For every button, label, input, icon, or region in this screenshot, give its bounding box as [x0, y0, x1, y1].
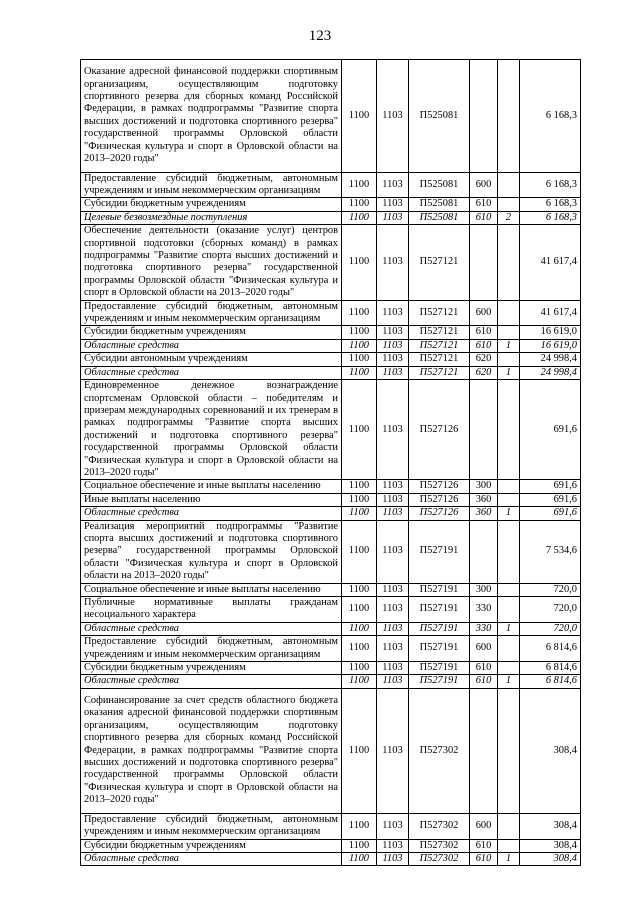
section-code: 1100 [342, 675, 377, 688]
row-name: Областные средства [81, 366, 342, 379]
section-code: 1100 [342, 198, 377, 211]
expense-type-code: 620 [470, 366, 498, 379]
target-article-code: П527302 [409, 688, 470, 813]
amount: 6 168,3 [520, 172, 581, 198]
table-row [81, 520, 581, 583]
page-number: 123 [308, 28, 332, 44]
table-row [81, 353, 581, 366]
table-row [81, 380, 581, 480]
row-name: Областные средства [81, 507, 342, 520]
row-name: Софинансирование за счет средств областного бюджета оказания адресной финансовой поддержки спортивным организациям, осуществляющим подготовку спортивного резерва для сборных команд Российской Федерации, в рамках подпрограммы "Развитие спорта высших достижений и подготовка спортивного резерва" государственной программы Орловской области "Физическая культура и спорт в Орловской области на 2013–2020 годы" [81, 688, 342, 813]
expense-type-code: 610 [470, 339, 498, 352]
row-name: Иные выплаты населению [81, 493, 342, 506]
table-row [81, 675, 581, 688]
table-row [81, 622, 581, 635]
subsection-code: 1103 [377, 662, 409, 675]
target-article-code: П525081 [409, 172, 470, 198]
expense-type-code: 600 [470, 172, 498, 198]
expense-type-code: 610 [470, 853, 498, 866]
subsection-code: 1103 [377, 507, 409, 520]
amount: 6 168,3 [520, 198, 581, 211]
expense-type-code [470, 688, 498, 813]
section-code: 1100 [342, 839, 377, 852]
subsection-code: 1103 [377, 480, 409, 493]
funding-source-code: 2 [498, 211, 520, 224]
target-article-code: П527191 [409, 675, 470, 688]
table-row [81, 688, 581, 813]
expense-type-code: 600 [470, 636, 498, 662]
amount: 308,4 [520, 813, 581, 839]
target-article-code: П527121 [409, 225, 470, 300]
section-code: 1100 [342, 520, 377, 583]
row-name: Единовременное денежное вознаграждение спортсменам Орловской области – победителям и призерам международных соревнований и их тренерам в рамках подпрограммы "Развитие спорта высших достижений и подготовка спортивного резерва" государственной программы Орловской области "Физическая культура и спорт в Орловской области на 2013–2020 годы" [81, 380, 342, 480]
funding-source-code: 1 [498, 507, 520, 520]
table-row [81, 225, 581, 300]
target-article-code: П527191 [409, 597, 470, 623]
target-article-code: П527121 [409, 366, 470, 379]
section-code: 1100 [342, 622, 377, 635]
funding-source-code [498, 688, 520, 813]
amount: 308,4 [520, 853, 581, 866]
section-code: 1100 [342, 688, 377, 813]
subsection-code: 1103 [377, 583, 409, 596]
target-article-code: П527126 [409, 480, 470, 493]
expense-type-code: 610 [470, 662, 498, 675]
row-name: Областные средства [81, 339, 342, 352]
expense-type-code: 610 [470, 839, 498, 852]
section-code: 1100 [342, 583, 377, 596]
expense-type-code: 600 [470, 300, 498, 326]
section-code: 1100 [342, 507, 377, 520]
subsection-code: 1103 [377, 225, 409, 300]
expense-type-code [470, 225, 498, 300]
subsection-code: 1103 [377, 60, 409, 173]
target-article-code: П527121 [409, 339, 470, 352]
row-name: Публичные нормативные выплаты гражданам несоциального характера [81, 597, 342, 623]
expense-type-code [470, 380, 498, 480]
funding-source-code [498, 493, 520, 506]
target-article-code: П527121 [409, 353, 470, 366]
section-code: 1100 [342, 353, 377, 366]
subsection-code: 1103 [377, 326, 409, 339]
table-row [81, 198, 581, 211]
subsection-code: 1103 [377, 622, 409, 635]
row-name: Реализация мероприятий подпрограммы "Развитие спорта высших достижений и подготовка спортивного резерва" государственной программы Орловской области "Физическая культура и спорт в Орловской области на 2013–2020 годы" [81, 520, 342, 583]
funding-source-code [498, 583, 520, 596]
subsection-code: 1103 [377, 853, 409, 866]
subsection-code: 1103 [377, 198, 409, 211]
subsection-code: 1103 [377, 211, 409, 224]
target-article-code: П525081 [409, 211, 470, 224]
target-article-code: П527121 [409, 326, 470, 339]
amount: 308,4 [520, 839, 581, 852]
subsection-code: 1103 [377, 366, 409, 379]
budget-table [80, 59, 581, 866]
budget-table-body [81, 60, 581, 866]
expense-type-code: 600 [470, 813, 498, 839]
row-name: Субсидии бюджетным учреждениям [81, 198, 342, 211]
row-name: Субсидии бюджетным учреждениям [81, 326, 342, 339]
row-name: Обеспечение деятельности (оказание услуг) центров спортивной подготовки (сборных команд) в рамках подпрограммы "Развитие спорта высших достижений и подготовка спортивного резерва" государственной программы Орловской области "Физическая культура и спорт в Орловской области на 2013–2020 годы" [81, 225, 342, 300]
row-name: Целевые безвозмездные поступления [81, 211, 342, 224]
amount: 41 617,4 [520, 300, 581, 326]
table-row [81, 662, 581, 675]
amount: 6 168,3 [520, 211, 581, 224]
section-code: 1100 [342, 172, 377, 198]
subsection-code: 1103 [377, 688, 409, 813]
target-article-code: П527191 [409, 636, 470, 662]
row-name: Оказание адресной финансовой поддержки спортивным организациям, осуществляющим подготовку спортивного резерва для сборных команд Российской Федерации, в рамках подпрограммы "Развитие спорта высших достижений и подготовка спортивного резерва" государственной программы Орловской области "Физическая культура и спорт в Орловской области на 2013–2020 годы" [81, 60, 342, 173]
section-code: 1100 [342, 300, 377, 326]
funding-source-code: 1 [498, 675, 520, 688]
row-name: Областные средства [81, 675, 342, 688]
subsection-code: 1103 [377, 172, 409, 198]
row-name: Областные средства [81, 622, 342, 635]
subsection-code: 1103 [377, 380, 409, 480]
funding-source-code [498, 839, 520, 852]
subsection-code: 1103 [377, 636, 409, 662]
funding-source-code: 1 [498, 339, 520, 352]
target-article-code: П527302 [409, 853, 470, 866]
subsection-code: 1103 [377, 839, 409, 852]
section-code: 1100 [342, 60, 377, 173]
section-code: 1100 [342, 380, 377, 480]
funding-source-code [498, 353, 520, 366]
target-article-code: П525081 [409, 198, 470, 211]
funding-source-code [498, 636, 520, 662]
funding-source-code: 1 [498, 366, 520, 379]
target-article-code: П527126 [409, 380, 470, 480]
expense-type-code: 610 [470, 326, 498, 339]
funding-source-code [498, 300, 520, 326]
funding-source-code [498, 597, 520, 623]
section-code: 1100 [342, 597, 377, 623]
target-article-code: П527302 [409, 839, 470, 852]
subsection-code: 1103 [377, 339, 409, 352]
amount: 16 619,0 [520, 339, 581, 352]
section-code: 1100 [342, 853, 377, 866]
row-name: Предоставление субсидий бюджетным, автономным учреждениям и иным некоммерческим организациям [81, 172, 342, 198]
row-name: Субсидии бюджетным учреждениям [81, 839, 342, 852]
amount: 720,0 [520, 622, 581, 635]
expense-type-code: 610 [470, 198, 498, 211]
expense-type-code: 360 [470, 507, 498, 520]
target-article-code: П527126 [409, 493, 470, 506]
target-article-code: П527302 [409, 813, 470, 839]
subsection-code: 1103 [377, 520, 409, 583]
table-row [81, 507, 581, 520]
amount: 6 814,6 [520, 675, 581, 688]
funding-source-code [498, 380, 520, 480]
section-code: 1100 [342, 636, 377, 662]
amount: 308,4 [520, 688, 581, 813]
target-article-code: П527126 [409, 507, 470, 520]
table-row [81, 339, 581, 352]
table-row [81, 493, 581, 506]
funding-source-code [498, 662, 520, 675]
amount: 7 534,6 [520, 520, 581, 583]
expense-type-code: 330 [470, 622, 498, 635]
expense-type-code: 330 [470, 597, 498, 623]
amount: 691,6 [520, 507, 581, 520]
funding-source-code [498, 172, 520, 198]
funding-source-code [498, 326, 520, 339]
expense-type-code [470, 60, 498, 173]
subsection-code: 1103 [377, 353, 409, 366]
table-row [81, 839, 581, 852]
table-row [81, 636, 581, 662]
target-article-code: П527191 [409, 583, 470, 596]
section-code: 1100 [342, 813, 377, 839]
subsection-code: 1103 [377, 675, 409, 688]
table-row [81, 60, 581, 173]
section-code: 1100 [342, 480, 377, 493]
expense-type-code: 620 [470, 353, 498, 366]
section-code: 1100 [342, 493, 377, 506]
target-article-code: П527121 [409, 300, 470, 326]
expense-type-code: 300 [470, 583, 498, 596]
subsection-code: 1103 [377, 300, 409, 326]
funding-source-code [498, 813, 520, 839]
expense-type-code: 360 [470, 493, 498, 506]
table-row [81, 597, 581, 623]
table-row [81, 853, 581, 866]
row-name: Областные средства [81, 853, 342, 866]
row-name: Предоставление субсидий бюджетным, автономным учреждениям и иным некоммерческим организациям [81, 813, 342, 839]
row-name: Субсидии бюджетным учреждениям [81, 662, 342, 675]
section-code: 1100 [342, 366, 377, 379]
target-article-code: П527191 [409, 662, 470, 675]
amount: 6 168,3 [520, 60, 581, 173]
funding-source-code: 1 [498, 622, 520, 635]
funding-source-code: 1 [498, 853, 520, 866]
table-row [81, 172, 581, 198]
expense-type-code: 300 [470, 480, 498, 493]
section-code: 1100 [342, 339, 377, 352]
subsection-code: 1103 [377, 493, 409, 506]
subsection-code: 1103 [377, 813, 409, 839]
target-article-code: П525081 [409, 60, 470, 173]
expense-type-code [470, 520, 498, 583]
subsection-code: 1103 [377, 597, 409, 623]
row-name: Субсидии автономным учреждениям [81, 353, 342, 366]
expense-type-code: 610 [470, 675, 498, 688]
funding-source-code [498, 225, 520, 300]
table-row [81, 211, 581, 224]
funding-source-code [498, 480, 520, 493]
row-name: Социальное обеспечение и иные выплаты населению [81, 480, 342, 493]
table-row [81, 366, 581, 379]
section-code: 1100 [342, 211, 377, 224]
table-row [81, 300, 581, 326]
table-row [81, 583, 581, 596]
funding-source-code [498, 60, 520, 173]
amount: 6 814,6 [520, 662, 581, 675]
row-name: Предоставление субсидий бюджетным, автономным учреждениям и иным некоммерческим организациям [81, 636, 342, 662]
amount: 6 814,6 [520, 636, 581, 662]
target-article-code: П527191 [409, 520, 470, 583]
row-name: Социальное обеспечение и иные выплаты населению [81, 583, 342, 596]
expense-type-code: 610 [470, 211, 498, 224]
target-article-code: П527191 [409, 622, 470, 635]
table-row [81, 813, 581, 839]
table-row [81, 480, 581, 493]
amount: 24 998,4 [520, 366, 581, 379]
funding-source-code [498, 198, 520, 211]
row-name: Предоставление субсидий бюджетным, автономным учреждениям и иным некоммерческим организациям [81, 300, 342, 326]
amount: 691,6 [520, 493, 581, 506]
amount: 720,0 [520, 583, 581, 596]
section-code: 1100 [342, 225, 377, 300]
section-code: 1100 [342, 326, 377, 339]
amount: 720,0 [520, 597, 581, 623]
funding-source-code [498, 520, 520, 583]
amount: 691,6 [520, 480, 581, 493]
amount: 691,6 [520, 380, 581, 480]
amount: 41 617,4 [520, 225, 581, 300]
table-row [81, 326, 581, 339]
amount: 24 998,4 [520, 353, 581, 366]
section-code: 1100 [342, 662, 377, 675]
amount: 16 619,0 [520, 326, 581, 339]
